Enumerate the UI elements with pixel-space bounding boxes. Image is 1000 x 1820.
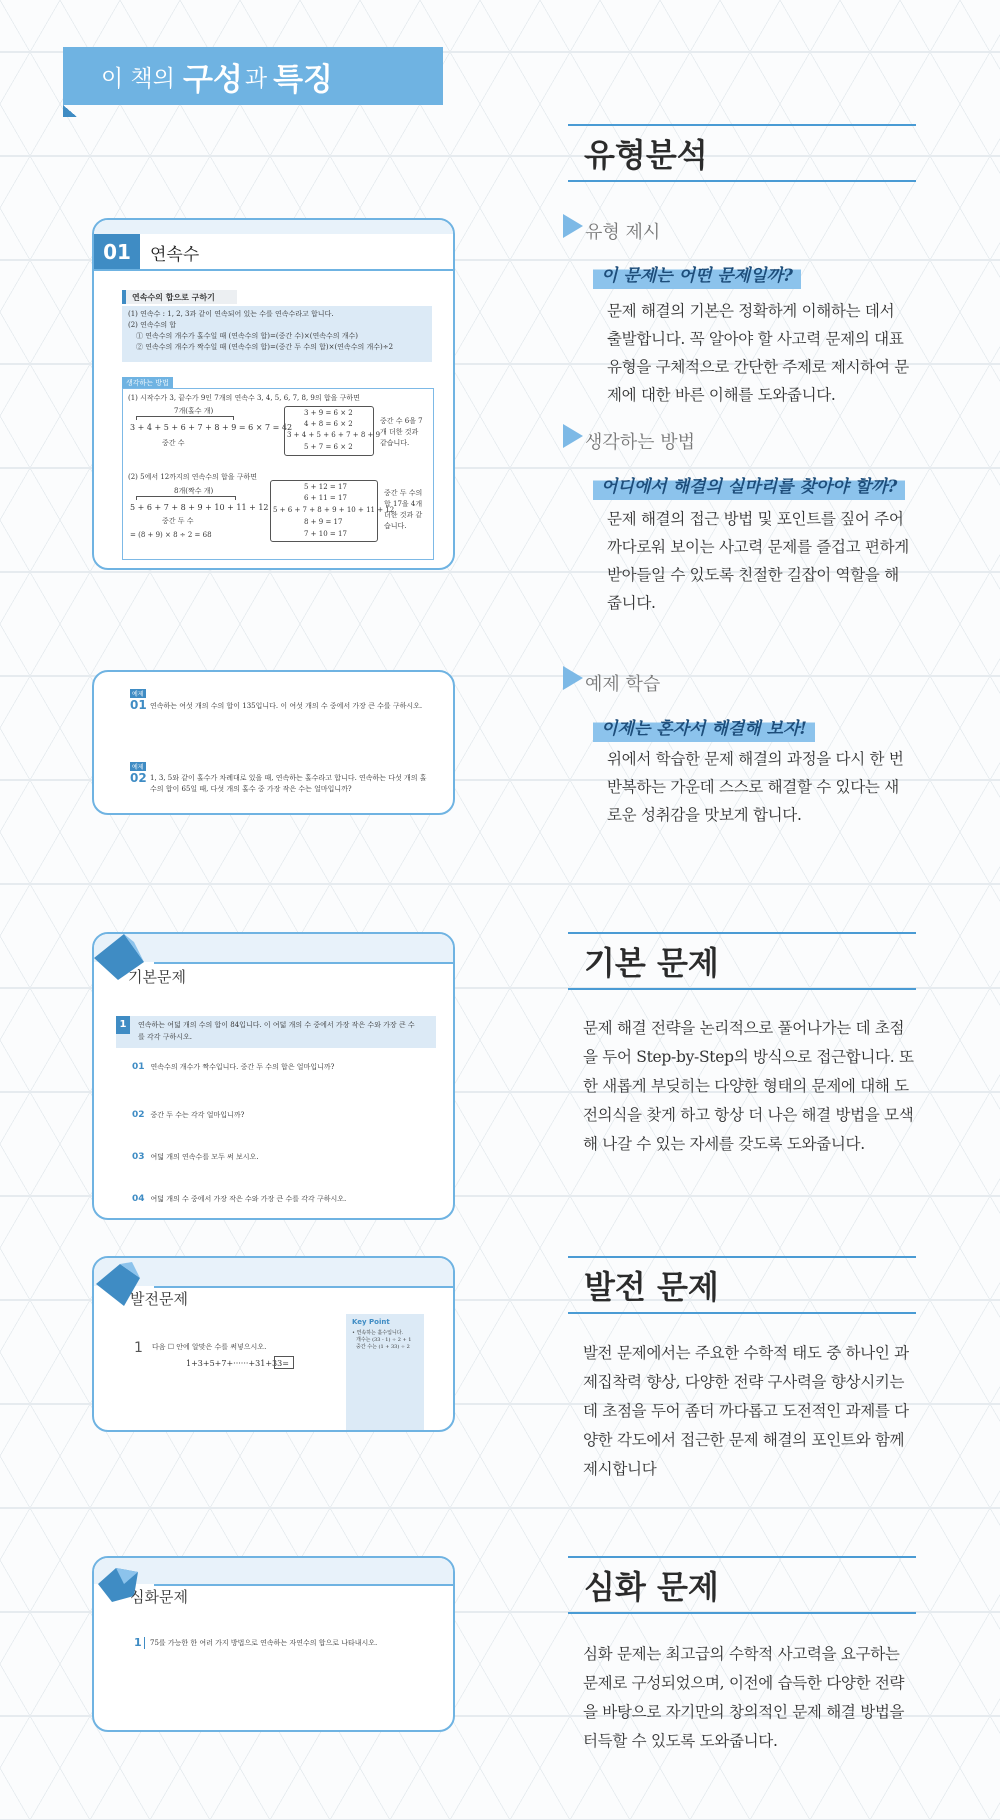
section-title-analysis-text: 유형분석 — [584, 136, 708, 174]
step-2-number: 02 — [132, 1110, 145, 1120]
step-2-text: 중간 두 수는 각각 얼마입니까? — [150, 1111, 245, 1119]
bracket-line — [136, 496, 236, 500]
key-point-line-2: 개수는 (33 - 1) ÷ 2 + 1 — [356, 1337, 412, 1343]
section-title-deep-text: 심화 문제 — [584, 1568, 719, 1606]
example-2-result: = (8 + 9) × 8 ÷ 2 = 68 — [130, 531, 212, 539]
example-2-note: 중간 두 수의 합 17을 4개 더한 것과 같습니다. — [384, 489, 423, 530]
section-title-advanced-text: 발전 문제 — [584, 1268, 719, 1306]
preview-card-example — [92, 670, 455, 815]
triangle-marker-icon — [563, 424, 583, 448]
banner-text-2: 구성 — [182, 61, 243, 98]
deep-question-number: 1 — [134, 1636, 142, 1649]
feature-question-3: 이제는 혼자서 해결해 보자! — [593, 716, 815, 742]
thinking-method-tag: 생각하는 방법 — [122, 377, 173, 389]
example-tag-2: 예제 — [132, 764, 144, 771]
feature-title-2-text: 생각하는 방법 — [585, 432, 696, 453]
section-title-advanced — [568, 1256, 916, 1314]
example-1-text: (1) 시작수가 3, 끝수가 9인 7개의 연속수 3, 4, 5, 6, 7, 8, 9의 합을 구하면 — [128, 394, 360, 402]
example-question-2a: 1, 3, 5와 같이 홀수가 차례대로 있을 때, 연속하는 홀수라고 합니다. 연속하는 다섯 개의 홀 — [150, 774, 427, 782]
banner-text-1: 이 책의 — [101, 65, 175, 92]
example-2-equation: 5 + 6 + 7 + 8 + 9 + 10 + 11 + 12 — [130, 503, 269, 512]
example-number-1: 01 — [130, 698, 147, 712]
step-4-number: 04 — [132, 1194, 145, 1204]
step-3-number: 03 — [132, 1152, 145, 1162]
example-1-box-line-1: 3 + 9 = 6 × 2 — [304, 409, 353, 417]
advanced-label: 발전문제 — [130, 1290, 188, 1308]
banner-fold — [63, 105, 77, 117]
bracket-line — [136, 416, 234, 420]
step-2 — [132, 1110, 244, 1121]
step-1-number: 01 — [132, 1062, 145, 1072]
example-1-equation: 3 + 4 + 5 + 6 + 7 + 8 + 9 = 6 × 7 = 42 — [130, 423, 293, 432]
advanced-equation: 1+3+5+7+······+31+33= — [186, 1359, 289, 1368]
preview-card-deep — [92, 1556, 455, 1732]
step-3 — [132, 1152, 259, 1163]
triangle-marker-icon — [563, 666, 583, 690]
example-2-box-line-4: 8 + 9 = 17 — [304, 518, 343, 526]
banner-text-4: 특징 — [273, 61, 333, 98]
section-desc-advanced: 발전 문제에서는 주요한 수학적 태도 중 하나인 과제집착력 향상, 다양한 전략 구사력을 향상시키는 데 초점을 두어 좀더 까다롭고 도전적인 과제를 다양한 각도에서 접근한 문제 해결의 포인트와 함께 제시합니다 — [583, 1344, 909, 1478]
advanced-question-number: 1 — [134, 1340, 143, 1356]
section-desc-deep: 심화 문제는 최고급의 수학적 사고력을 요구하는 문제로 구성되었으며, 이전에 습득한 다양한 전략을 바탕으로 자기만의 창의적인 문제 해결 방법을 터득할 수 있도록 도와줍니다. — [583, 1645, 905, 1750]
feature-question-1: 이 문제는 어떤 문제일까? — [593, 263, 801, 289]
feature-desc-2: 문제 해결의 접근 방법 및 포인트를 짚어 주어 까다로워 보이는 사고력 문제를 즐겁고 편하게 받아들일 수 있도록 친절한 길잡이 역할을 해 줍니다. — [607, 510, 909, 612]
example-2-count: 8개(짝수 개) — [174, 487, 214, 495]
feature-title-2 — [563, 428, 695, 454]
type-title: 연속수 — [150, 245, 200, 265]
advanced-question-text: 다음 ☐ 안에 알맞은 수를 써넣으시오. — [152, 1343, 267, 1351]
feature-question-2: 어디에서 해결의 실마리를 찾아야 할까? — [593, 474, 905, 500]
example-question-2b: 수의 합이 65일 때, 다섯 개의 홀수 중 가장 작은 수는 얼마입니까? — [150, 785, 352, 793]
example-number-2: 02 — [130, 771, 147, 785]
example-tag-1: 예제 — [132, 691, 144, 698]
basic-question-text: 연속하는 여덟 개의 수의 합이 84입니다. 이 여덟 개의 수 중에서 가장 작은 수와 가장 큰 수 — [138, 1021, 415, 1029]
feature-title-3-text: 예제 학습 — [585, 674, 661, 695]
example-1-note: 중간 수 6을 7개 더한 것과 같습니다. — [380, 417, 423, 447]
subhead-text: 연속수의 합으로 구하기 — [132, 293, 215, 302]
feature-desc-1: 문제 해결의 기본은 정확하게 이해하는 데서 출발합니다. 꼭 알아야 할 사고력 문제의 대표 유형을 구체적으로 간단한 주제로 제시하여 문제에 대한 바른 이해를 도와줍니다. — [607, 302, 909, 404]
section-desc-basic: 문제 해결 전략을 논리적으로 풀어나가는 데 초점을 두어 Step-by-Step의 방식으로 접근합니다. 또한 새롭게 부딪히는 다양한 형태의 문제에 대해 도전의식을 찾게 하고 항상 더 나은 해결 방법을 모색해 나갈 수 있는 자세를 갖도록 도와줍니다. — [583, 1019, 914, 1153]
type-number-badge: 01 — [94, 234, 140, 270]
example-2-box-line-2: 6 + 11 = 17 — [304, 494, 347, 502]
deep-label: 심화문제 — [130, 1588, 188, 1606]
concept-line-3: ① 연속수의 개수가 홀수일 때 (연속수의 합)=(중간 수)×(연속수의 개수) — [136, 332, 358, 340]
step-1 — [132, 1062, 334, 1073]
example-2-text: (2) 5에서 12까지의 연속수의 합을 구하면 — [128, 473, 258, 481]
feature-desc-3: 위에서 학습한 문제 해결의 과정을 다시 한 번 반복하는 가운데 스스로 해결할 수 있다는 새로운 성취감을 맛보게 합니다. — [607, 750, 904, 824]
concept-line-2: (2) 연속수의 합 — [128, 321, 177, 329]
card-divider — [94, 269, 453, 271]
card-top-strip — [94, 220, 453, 234]
example-1-box-line-3: 3 + 4 + 5 + 6 + 7 + 8 + 9 — [287, 431, 381, 439]
basic-question-number: 1 — [116, 1016, 130, 1034]
preview-card-basic — [92, 932, 455, 1220]
example-2-box-line-3: 5 + 6 + 7 + 8 + 9 + 10 + 11 + 12 — [273, 506, 395, 514]
number-separator — [144, 1637, 145, 1649]
example-1-box-line-2: 4 + 8 = 6 × 2 — [304, 420, 353, 428]
book-structure-banner — [63, 47, 443, 105]
example-2-box-line-5: 7 + 10 = 17 — [304, 530, 347, 538]
basic-label: 기본문제 — [128, 968, 186, 986]
preview-card-advanced — [92, 1256, 455, 1432]
example-1-box-line-4: 5 + 7 = 6 × 2 — [304, 443, 353, 451]
basic-question-text-2: 를 각각 구하시오. — [138, 1033, 193, 1041]
answer-blank-box — [274, 1356, 294, 1369]
feature-title-3 — [563, 670, 660, 696]
concept-line-4: ② 연속수의 개수가 짝수일 때 (연속수의 합)=(중간 두 수의 합)×(연속수의 개수)÷2 — [136, 343, 394, 351]
triangle-marker-icon — [563, 214, 583, 238]
deep-question-text: 75를 가능한 한 여러 가지 방법으로 연속하는 자연수의 합으로 나타내시오. — [150, 1639, 378, 1647]
step-4-text: 여덟 개의 수 중에서 가장 작은 수와 가장 큰 수를 각각 구하시오. — [150, 1195, 347, 1203]
key-point-line-3: 중간 수는 (1 + 33) ÷ 2 — [356, 1344, 410, 1350]
example-question-1: 연속하는 여섯 개의 수의 합이 135입니다. 이 여섯 개의 수 중에서 가장 큰 수를 구하시오. — [150, 702, 423, 710]
example-1-middle: 중간 수 — [162, 439, 185, 447]
step-4 — [132, 1194, 346, 1205]
banner-text-3: 과 — [244, 65, 268, 92]
example-2-middle: 중간 두 수 — [162, 517, 194, 525]
section-title-deep — [568, 1556, 916, 1614]
feature-title-1-text: 유형 제시 — [585, 222, 661, 243]
feature-title-1 — [563, 218, 660, 244]
concept-line-1: (1) 연속수 : 1, 2, 3과 같이 연속되어 있는 수를 연속수라고 합니다. — [128, 310, 334, 318]
section-title-analysis — [568, 124, 916, 182]
section-title-basic-text: 기본 문제 — [584, 944, 719, 982]
preview-card-type — [92, 218, 455, 570]
key-point-line-1: • 연속하는 홀수입니다. — [352, 1330, 404, 1336]
example-2-box-line-1: 5 + 12 = 17 — [304, 483, 347, 491]
example-1-count: 7개(홀수 개) — [174, 407, 214, 415]
step-3-text: 여덟 개의 연속수를 모두 써 보시오. — [150, 1153, 259, 1161]
step-1-text: 연속수의 개수가 짝수입니다. 중간 두 수의 합은 얼마입니까? — [150, 1063, 335, 1071]
key-point-title: Key Point — [352, 1318, 390, 1326]
section-title-basic — [568, 932, 916, 990]
